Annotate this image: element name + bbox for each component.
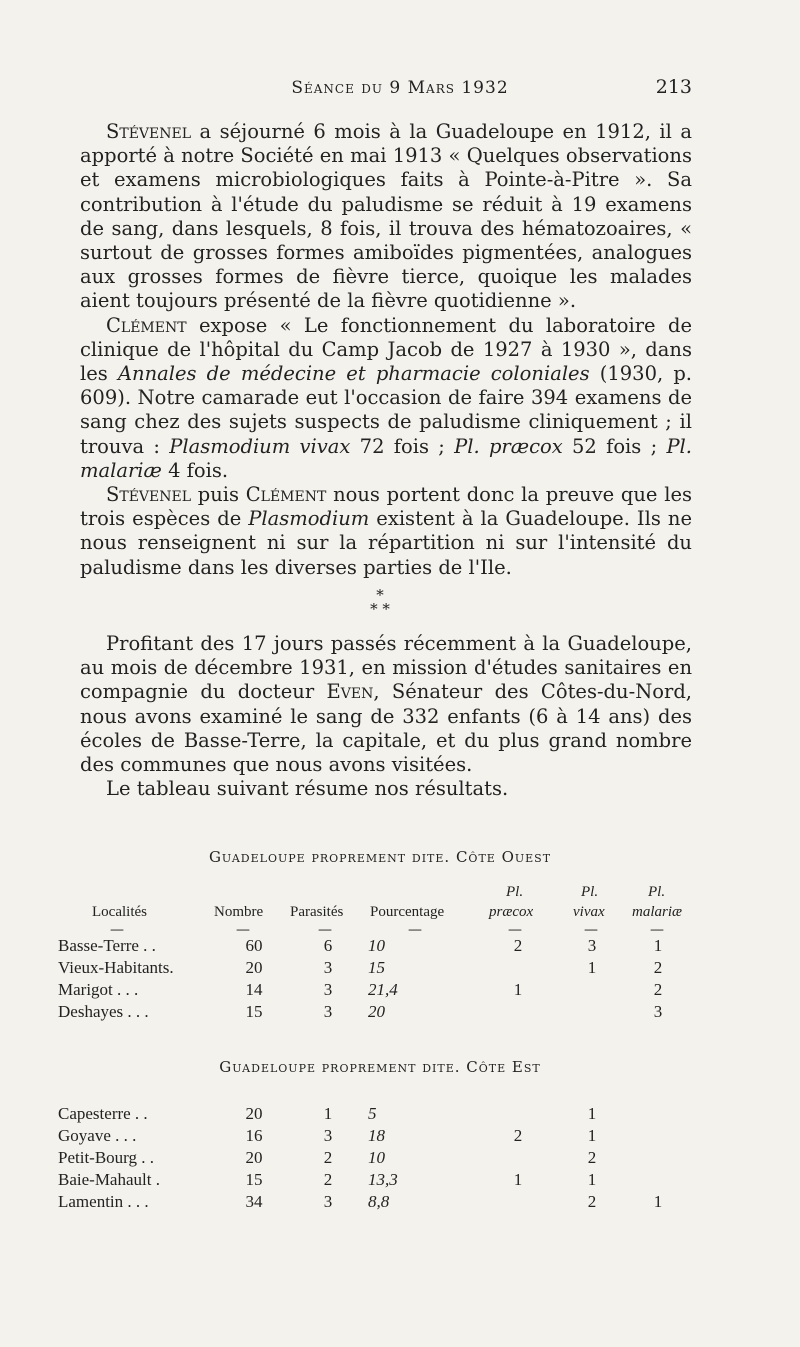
cell-localite: Basse-Terre . . xyxy=(58,936,156,955)
cell-localite: Petit-Bourg . . xyxy=(58,1148,155,1167)
cell-pourcentage: 21,4 xyxy=(368,980,398,999)
cell-malariae: 1 xyxy=(653,936,663,955)
asterism xyxy=(0,588,760,616)
cell-localite: Marigot . . . xyxy=(58,980,139,999)
cell-localite: Goyave . . . xyxy=(58,1126,137,1145)
cell-nombre: 15 xyxy=(245,1002,263,1021)
species-name: Pl. præcox xyxy=(454,434,563,458)
running-head: Séance du 9 Mars 1932 xyxy=(291,78,509,98)
paragraph-2 xyxy=(80,314,692,483)
author-name: Stévenel xyxy=(106,483,192,507)
paragraph-text: puis xyxy=(191,483,246,507)
author-name: Stévenel xyxy=(106,120,192,143)
paragraph-text: a séjourné 6 mois à la Guadeloupe en 1912, il a apporté à notre Société en mai 1913 « Quelques observations et examens microbiologiques faits à Pointe-à-Pitre ». Sa contribution à l'étude du paludisme se réduit à 19 examens de sang, dans lesquels, 8 fois, il trouva des hématozoaires, « surtout de grosses formes amiboïdes pigmentées, analogues aux grosses formes de fièvre tierce, quoique les malades aient toujours présenté de la fièvre quotidienne ». xyxy=(80,120,692,313)
cell-nombre: 60 xyxy=(245,936,263,955)
cell-pourcentage: 13,3 xyxy=(368,1170,398,1189)
paragraph-text: 72 fois ; xyxy=(350,434,455,458)
paragraph-text: Profitant des 17 jours passés récemment à la Guadeloupe, au mois de décembre 1931, en mission d'études sanitaires en compagnie du docteur xyxy=(80,632,692,704)
cell-praecox: 2 xyxy=(513,1126,523,1145)
species-name: Pl. malariæ xyxy=(80,434,692,482)
paragraph-text: nous portent donc la preuve que les trois espèces de xyxy=(80,483,692,531)
cell-praecox: 1 xyxy=(513,980,523,999)
cell-parasites: 2 xyxy=(323,1148,333,1167)
cell-pourcentage: 15 xyxy=(368,958,385,977)
cell-pourcentage: 10 xyxy=(368,1148,385,1167)
paragraph-5 xyxy=(80,777,692,801)
cell-parasites: 3 xyxy=(323,1126,333,1145)
asterism-top: * xyxy=(376,586,384,604)
paragraph-text: Le tableau suivant résume nos résultats. xyxy=(106,777,509,801)
cell-pourcentage: 18 xyxy=(368,1126,385,1145)
cell-pourcentage: 10 xyxy=(368,936,385,955)
page-number: 213 xyxy=(655,76,692,98)
cell-parasites: 3 xyxy=(323,958,333,977)
table-title-est: Guadeloupe proprement dite. Côte Est xyxy=(219,1058,541,1076)
genus-name: Plasmodium xyxy=(248,507,370,531)
author-name: Clément xyxy=(245,483,327,507)
cell-localite: Lamentin . . . xyxy=(58,1192,149,1211)
header-rule: — xyxy=(508,922,522,938)
table-row xyxy=(0,1192,800,1212)
cell-malariae: 3 xyxy=(653,1002,663,1021)
paragraph-text: , Sénateur des Côtes-du-Nord, nous avons examiné le sang de 332 enfants (6 à 14 ans) des écoles de Basse-Terre, la capitale, et du plus grand nombre des communes que nous avons visitées. xyxy=(80,680,692,777)
cell-pourcentage: 8,8 xyxy=(368,1192,390,1211)
cell-localite: Deshayes . . . xyxy=(58,1002,149,1021)
cell-parasites: 3 xyxy=(323,1192,333,1211)
author-name: Even xyxy=(326,680,374,704)
table-row xyxy=(0,1104,800,1124)
header-vivax-top: Pl. xyxy=(581,884,599,900)
header-malariae-top: Pl. xyxy=(648,884,666,900)
paragraph-text: (1930, p. 609). Notre camarade eut l'occasion de faire 394 examens de sang chez des sujets suspects de paludisme cliniquement ; il trouva : xyxy=(80,362,693,458)
table-row xyxy=(0,936,800,956)
author-name: Clément xyxy=(106,313,187,337)
cell-nombre: 20 xyxy=(245,958,263,977)
cell-pourcentage: 5 xyxy=(368,1104,377,1123)
header-rule: — xyxy=(650,922,664,938)
cell-parasites: 6 xyxy=(323,936,333,955)
cell-parasites: 3 xyxy=(323,980,333,999)
cell-nombre: 15 xyxy=(245,1170,263,1189)
cell-vivax: 2 xyxy=(587,1192,597,1211)
cell-nombre: 20 xyxy=(245,1104,263,1123)
header-vivax: vivax xyxy=(573,904,605,920)
table-row xyxy=(0,1002,800,1022)
header-malariae: malariæ xyxy=(632,904,683,920)
cell-praecox: 1 xyxy=(513,1170,523,1189)
cell-malariae: 1 xyxy=(653,1192,663,1211)
paragraph-text: expose « Le fonctionnement du laboratoire de clinique de l'hôpital du Camp Jacob de 1927 à 1930 », dans les xyxy=(80,313,692,386)
cell-nombre: 14 xyxy=(245,980,263,999)
cell-pourcentage: 20 xyxy=(368,1002,385,1021)
cell-nombre: 16 xyxy=(245,1126,263,1145)
cell-localite: Capesterre . . xyxy=(58,1104,148,1123)
body-text-2 xyxy=(80,632,692,801)
header-rule: — xyxy=(110,922,124,938)
cell-vivax: 2 xyxy=(587,1148,597,1167)
cell-nombre: 20 xyxy=(245,1148,263,1167)
cell-parasites: 3 xyxy=(323,1002,333,1021)
table-row xyxy=(0,1170,800,1190)
table-row xyxy=(0,1126,800,1146)
cell-praecox: 2 xyxy=(513,936,523,955)
cell-vivax: 1 xyxy=(587,958,597,977)
cell-malariae: 2 xyxy=(653,958,663,977)
table-title-ouest: Guadeloupe proprement dite. Côte Ouest xyxy=(208,848,552,866)
paragraph-text: 52 fois ; xyxy=(562,434,667,458)
header-pourcentage: Pourcentage xyxy=(370,904,445,920)
paragraph-text: existent à la Guadeloupe. Ils ne nous renseignent ni sur la répartition ni sur l'intensité du paludisme dans les diverses parties de l'Ile. xyxy=(80,507,692,579)
header-rule: — xyxy=(318,922,332,938)
header-rule: — xyxy=(236,922,250,938)
cell-parasites: 1 xyxy=(323,1104,333,1123)
cell-vivax: 3 xyxy=(587,936,597,955)
cell-malariae: 2 xyxy=(653,980,663,999)
table-row xyxy=(0,980,800,1000)
header-rule: — xyxy=(584,922,598,938)
cell-parasites: 2 xyxy=(323,1170,333,1189)
cell-vivax: 1 xyxy=(587,1104,597,1123)
cell-vivax: 1 xyxy=(587,1126,597,1145)
cell-nombre: 34 xyxy=(245,1192,263,1211)
cell-localite: Vieux-Habitants. xyxy=(58,958,174,977)
cell-localite: Baie-Mahault . xyxy=(58,1170,160,1189)
table-row xyxy=(0,1148,800,1168)
header-parasites: Parasités xyxy=(290,904,344,920)
asterism-bottom: * * xyxy=(370,600,390,618)
table-row xyxy=(0,958,800,978)
species-name: Plasmodium vivax xyxy=(169,434,351,458)
paragraph-1 xyxy=(80,120,692,314)
paragraph-text: 4 fois. xyxy=(161,458,229,482)
header-rule: — xyxy=(408,922,422,938)
header-nombre: Nombre xyxy=(214,904,264,920)
header-praecox-top: Pl. xyxy=(506,884,524,900)
body-text xyxy=(80,120,692,580)
journal-title: Annales de médecine et pharmacie coloniales xyxy=(117,362,590,386)
header-localites: Localités xyxy=(92,904,147,920)
cell-vivax: 1 xyxy=(587,1170,597,1189)
header-praecox: præcox xyxy=(489,904,534,920)
paragraph-3 xyxy=(80,483,692,580)
paragraph-4 xyxy=(80,632,692,777)
